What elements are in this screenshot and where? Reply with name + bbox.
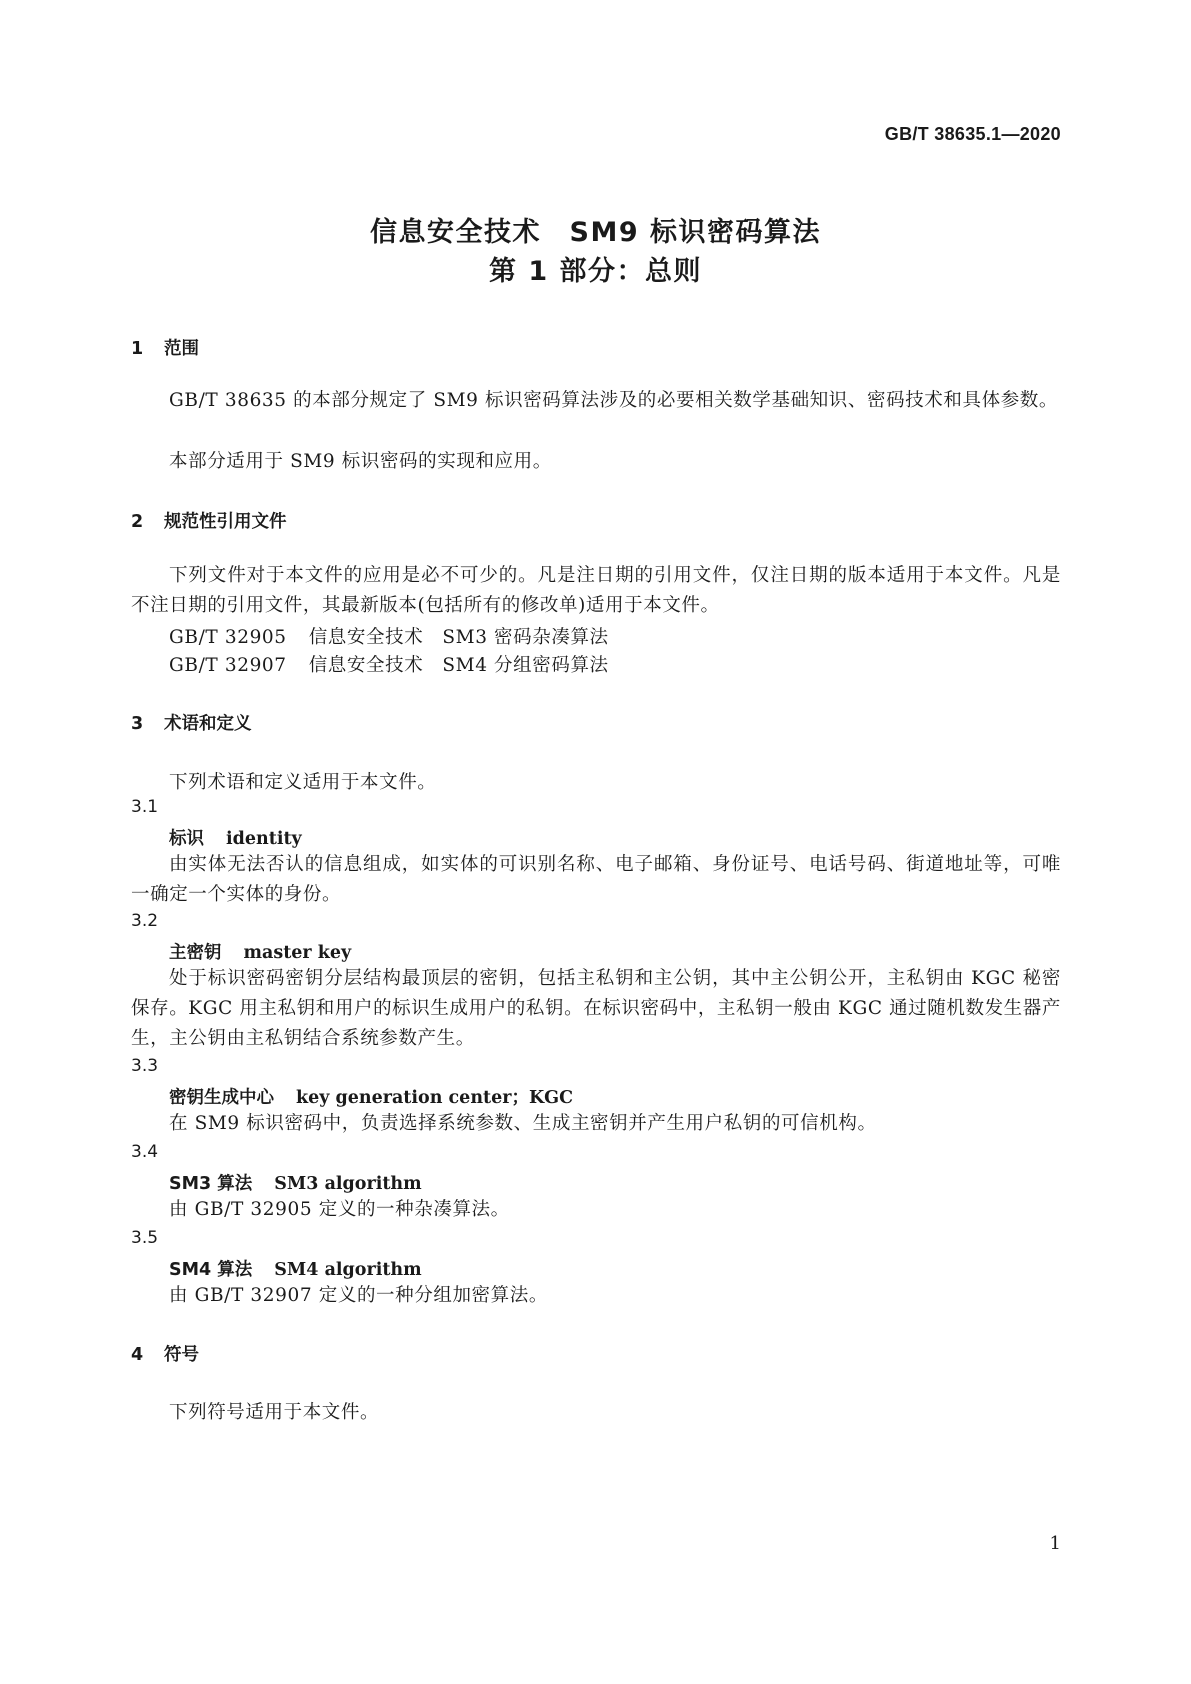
term-zh: 标识 <box>169 829 204 849</box>
references-paragraph: 下列文件对于本文件的应用是必不可少的。凡是注日期的引用文件，仅注日期的版本适用于本文件。凡是不注日期的引用文件，其最新版本(包括所有的修改单)适用于本文件。 <box>131 565 1061 616</box>
scope-paragraph-1: GB/T 38635 的本部分规定了 SM9 标识密码算法涉及的必要相关数学基础知识、密码技术和具体参数。 <box>169 390 1059 411</box>
section-title: 术语和定义 <box>164 714 252 734</box>
term-zh: 主密钥 <box>169 943 222 963</box>
reference-title: 信息安全技术 SM4 分组密码算法 <box>308 655 609 676</box>
section-title: 规范性引用文件 <box>164 512 287 532</box>
term-en: key generation center；KGC <box>296 1088 574 1108</box>
section-heading-scope <box>131 335 199 360</box>
section-number: 4 <box>131 1345 144 1365</box>
section-title: 符号 <box>164 1345 199 1365</box>
term-definition: 由 GB/T 32905 定义的一种杂凑算法。 <box>169 1199 510 1220</box>
symbols-intro: 下列符号适用于本文件。 <box>169 1402 380 1423</box>
term-number: 3.1 <box>131 797 159 817</box>
term-number: 3.4 <box>131 1142 159 1162</box>
reference-code: GB/T 32907 <box>169 655 287 676</box>
document-title: 信息安全技术 SM9 标识密码算法 <box>370 217 821 248</box>
term-number: 3.2 <box>131 911 159 931</box>
term-en: SM4 algorithm <box>274 1260 422 1280</box>
document-subtitle: 第 1 部分：总则 <box>488 256 703 287</box>
term-en: SM3 algorithm <box>274 1174 422 1194</box>
term-definition: 处于标识密码密钥分层结构最顶层的密钥，包括主私钥和主公钥，其中主公钥公开，主私钥由 KGC 秘密保存。KGC 用主私钥和用户的标识生成用户的私钥。在标识密码中，主私钥一般由 KGC 通过随机数发生器产生，主公钥由主私钥结合系统参数产生。 <box>131 968 1061 1049</box>
term-heading-identity <box>169 825 302 850</box>
term-definition: 由 GB/T 32907 定义的一种分组加密算法。 <box>169 1285 548 1306</box>
terms-intro: 下列术语和定义适用于本文件。 <box>169 772 437 793</box>
section-number: 1 <box>131 339 144 359</box>
term-zh: SM3 算法 <box>169 1174 253 1194</box>
term-definition: 在 SM9 标识密码中，负责选择系统参数、生成主密钥并产生用户私钥的可信机构。 <box>169 1113 877 1134</box>
page-number: 1 <box>1049 1533 1061 1554</box>
reference-item <box>169 623 609 649</box>
term-en: identity <box>226 829 302 849</box>
reference-code: GB/T 32905 <box>169 627 287 648</box>
term-heading-kgc <box>169 1084 573 1109</box>
term-zh: 密钥生成中心 <box>169 1088 274 1108</box>
term-number: 3.3 <box>131 1056 159 1076</box>
section-number: 2 <box>131 512 144 532</box>
standard-number: GB/T 38635.1—2020 <box>884 124 1061 144</box>
term-zh: SM4 算法 <box>169 1260 253 1280</box>
term-heading-sm3 <box>169 1170 422 1195</box>
term-heading-sm4 <box>169 1256 422 1281</box>
reference-item <box>169 651 609 677</box>
section-heading-normative-references <box>131 508 287 533</box>
section-heading-symbols <box>131 1341 199 1366</box>
section-title: 范围 <box>164 339 199 359</box>
term-number: 3.5 <box>131 1228 159 1248</box>
term-definition: 由实体无法否认的信息组成，如实体的可识别名称、电子邮箱、身份证号、电话号码、街道地址等，可唯一确定一个实体的身份。 <box>131 854 1061 905</box>
term-en: master key <box>243 943 352 963</box>
reference-title: 信息安全技术 SM3 密码杂凑算法 <box>308 627 609 648</box>
term-heading-master-key <box>169 939 351 964</box>
section-heading-terms <box>131 710 252 735</box>
section-number: 3 <box>131 714 144 734</box>
scope-paragraph-2: 本部分适用于 SM9 标识密码的实现和应用。 <box>169 451 552 472</box>
